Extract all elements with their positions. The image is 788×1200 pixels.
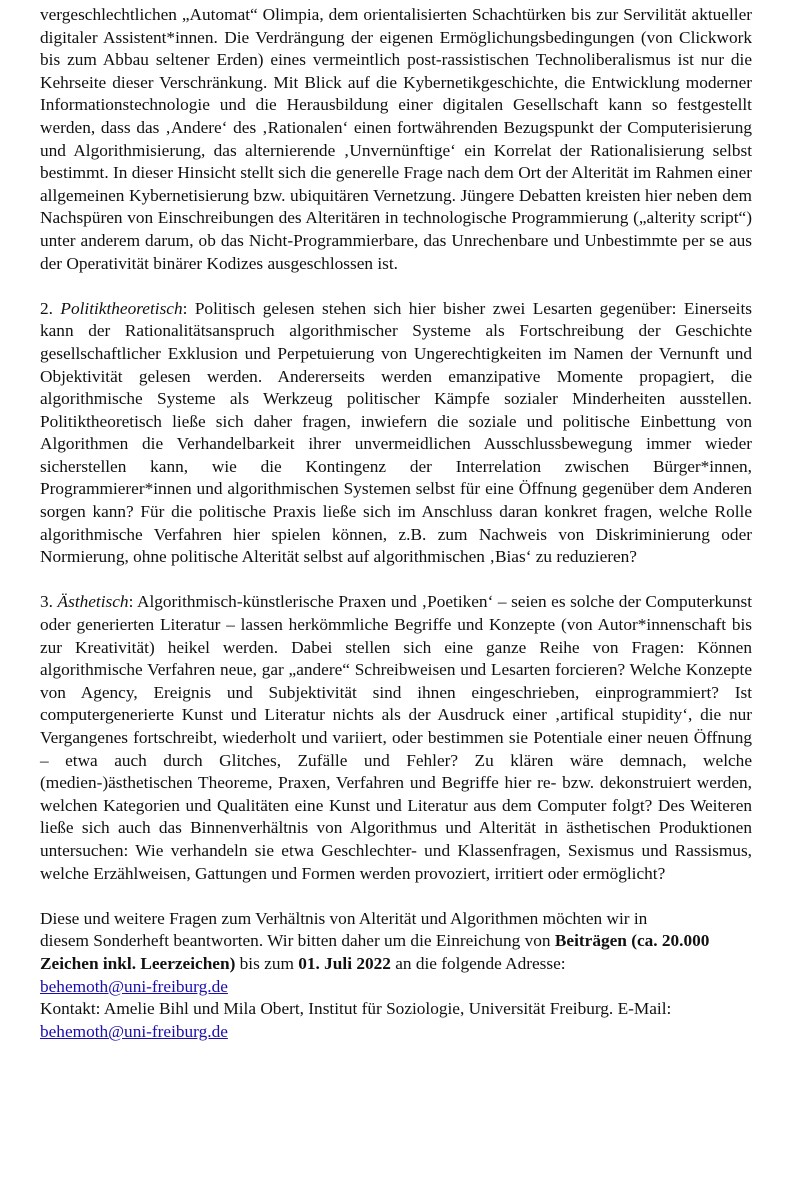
contact-line: Kontakt: Amelie Bihl und Mila Obert, Institut für Soziologie, Universität Freiburg. E-Mail: — [40, 999, 672, 1019]
email-line-2 — [40, 1021, 752, 1044]
document-page — [40, 4, 752, 1043]
paragraph-spacer — [40, 275, 752, 298]
contribution-length: Beiträgen (ca. 20.000 Zeichen inkl. Leerzeichen) — [40, 931, 710, 973]
address-text: an die folgende Adresse: — [390, 953, 566, 973]
deadline-date: 01. Juli 2022 — [298, 953, 391, 973]
email-link[interactable]: behemoth@uni-freiburg.de — [40, 1021, 228, 1041]
section-heading: Ästhetisch — [57, 592, 129, 612]
intro-paragraph: vergeschlechtlichen „Automat“ Olimpia, dem orientalisierten Schachtürken bis zur Servilität aktueller digitaler Assistent*innen. Die Verdrängung der eigenen Ermöglichungsbedingungen (von Clickwork bis zum Abbau seltener Erden) eines vermeintlich post-rassistischen Technoliberalismus ist nur die Kehrseite dieser Verschränkung. Mit Blick auf die Kybernetikgeschichte, die Entwicklung moderner Informationstechnologie und die Herausbildung einer digitalen Gesellschaft kann so festgestellt werden, dass das ‚Andere‘ des ‚Rationalen‘ einen fortwährenden Bezugspunkt der Computerisierung und Algorithmisierung, das alternierende ‚Unvernünftige‘ ein Korrelat der Rationalisierung selbst bestimmt. In dieser Hinsicht stellt sich die generelle Frage nach dem Ort der Alterität im Rahmen einer allgemeinen Kybernetisierung bzw. ubiquitären Vernetzung. Jüngere Debatten kreisten hier neben dem Nachspüren von Einschreibungen des Alteritären in technologische Programmierung („alterity script“) unter anderem darum, ob das Nicht-Programmierbare, das Unrechenbare und Unbestimmte per se aus der Operativität binärer Kodizes ausgeschlossen ist. — [40, 5, 752, 273]
closing-line-1: Diese und weitere Fragen zum Verhältnis von Alterität und Algorithmen möchten wir in — [40, 908, 648, 928]
cfp-text: diesem Sonderheft beantworten. Wir bitten daher um die Einreichung von — [40, 931, 555, 951]
deadline-text: bis zum — [235, 953, 299, 973]
section-body: : Algorithmisch-künstlerische Praxen und ‚Poetiken‘ – seien es solche der Computerkunst oder generierten Literatur – lassen herkömmliche Begriffe und Konzepte (von Autor*innenschaft bis zur Kreativität) heikel werden. Dabei stellen sich eine ganze Reihe von Fragen: Können algorithmische Verfahren neue, gar „andere“ Schreibweisen und Lesarten forcieren? Welche Konzepte von Agency, Ereignis und Subjektivität sind ihnen eingeschrieben, einprogrammiert? Ist computergenerierte Kunst und Literatur nichts als der Ausdruck einer ‚artifical stupidity‘, die nur Vergangenes fortschreibt, wiederholt und variiert, oder bestimmen sie Potentiale einer neuen Öffnung – etwa auch durch Glitches, Zufälle und Fehler? Zu klären wäre demnach, welche (medien-)ästhetischen Theoreme, Praxen, Verfahren und Begriffe hier re- bzw. dekonstruiert werden, welchen Kategorien und Qualitäten eine Kunst und Literatur aus dem Computer folgt? Des Weiteren ließe sich auch das Binnenverhältnis von Algorithmus und Alterität in ästhetischen Produktionen untersuchen: Wie verhandeln sie etwa Geschlechter- und Klassenfragen, Sexismus und Rassismus, welche Erzählweisen, Gattungen und Formen werden provoziert, irritiert oder ermöglicht? — [40, 592, 752, 883]
section-heading: Politiktheoretisch — [60, 298, 183, 318]
paragraph-spacer — [40, 569, 752, 592]
closing-block — [40, 908, 752, 1044]
section-politiktheoretisch — [40, 298, 752, 569]
section-body: : Politisch gelesen stehen sich hier bisher zwei Lesarten gegenüber: Einerseits kann der Rationalitätsanspruch algorithmischer Systeme als Fortschreibung der Geschichte gesellschaftlicher Exklusion und Perpetuierung von Ungerechtigkeiten im Namen der Vernunft und Objektivität gelesen werden. Andererseits werden emanzipative Momente propagiert, die algorithmische Systeme als Werkzeug politischer Kämpfe sozialer Minderheiten ausstellen. Politiktheoretisch ließe sich daher fragen, inwiefern die soziale und politische Einbettung von Algorithmen die Verhandelbarkeit ihrer unvermeidlichen Ausschlussbewegung immer wieder sicherstellen kann, wie die Kontingenz der Interrelation zwischen Bürger*innen, Programmierer*innen und algorithmischen Systemen selbst für eine Öffnung gegenüber dem Anderen sorgen kann? Für die politische Praxis ließe sich im Anschluss daran konkret fragen, welche Rolle algorithmische Verfahren hier spielen können, z.B. zum Nachweis von Diskriminierung oder Normierung, ohne politische Alterität selbst auf algorithmischen ‚Bias‘ zu reduzieren? — [40, 298, 752, 567]
paragraph-spacer — [40, 885, 752, 908]
closing-call-for-papers — [40, 930, 752, 975]
section-number: 2. — [40, 298, 53, 318]
email-line-1 — [40, 976, 752, 999]
section-aesthetisch — [40, 591, 752, 885]
email-link[interactable]: behemoth@uni-freiburg.de — [40, 976, 228, 996]
section-number: 3. — [40, 592, 53, 612]
